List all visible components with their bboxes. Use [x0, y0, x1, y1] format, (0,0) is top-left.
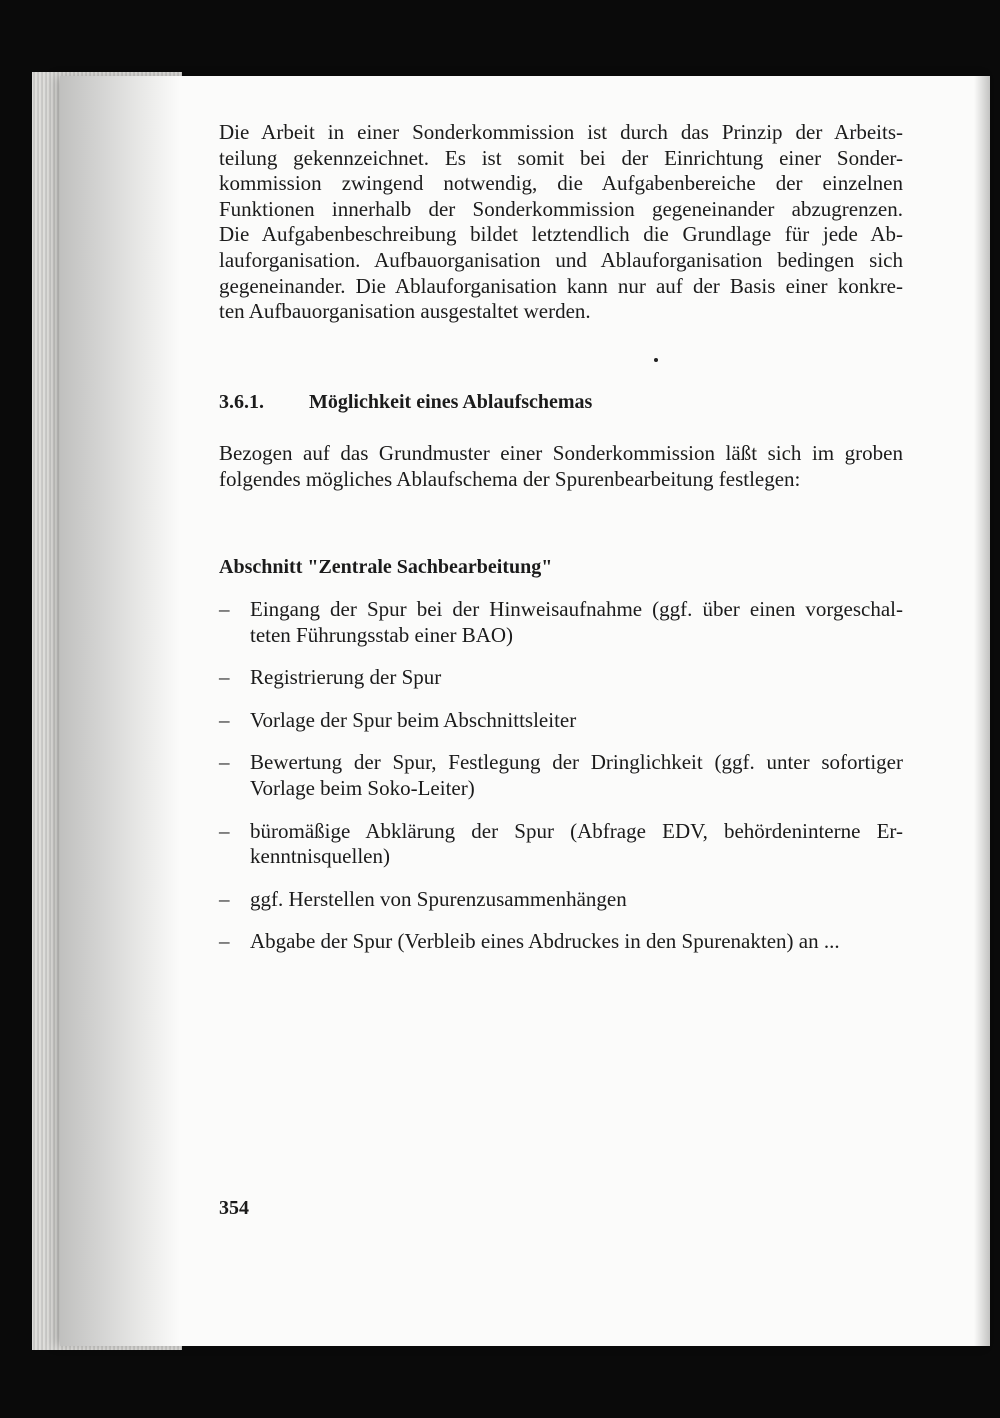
dash-marker: –: [219, 929, 230, 954]
list-item-line: ggf. Herstellen von Spurenzusammenhängen: [250, 886, 627, 911]
dash-marker: –: [219, 886, 230, 911]
intro-line: Die Aufgabenbeschreibung bildet letztendlich die Grundlage für jede Ab-: [219, 222, 903, 247]
dash-marker: –: [219, 818, 230, 843]
dash-marker: –: [219, 750, 230, 775]
list-item: [219, 887, 903, 913]
list-item-line: kenntnisquellen): [250, 844, 390, 869]
list-item: [219, 750, 903, 801]
dash-marker: –: [219, 597, 230, 621]
list-item-line: Vorlage beim Soko-Leiter): [250, 775, 475, 800]
subsection-heading: Abschnitt "Zentrale Sachbearbeitung": [219, 556, 553, 578]
list-item: [219, 819, 903, 870]
list-item: [219, 708, 903, 734]
list-item-line: Registrierung der Spur: [250, 665, 442, 690]
list-item-line: Abgabe der Spur (Verbleib eines Abdruckes in den Spurenakten) an ...: [250, 929, 840, 954]
section-number: 3.6.1.: [219, 391, 264, 413]
bullet-list: [219, 597, 903, 972]
intro-line: ten Aufbauorganisation ausgestaltet werden.: [219, 299, 591, 324]
list-item-line: teten Führungsstab einer BAO): [250, 622, 514, 647]
dash-marker: –: [219, 707, 230, 732]
list-item-line: büromäßige Abklärung der Spur (Abfrage EDV, behördeninterne Er-: [250, 818, 903, 843]
list-item-line: Eingang der Spur bei der Hinweisaufnahme (ggf. über einen vorgeschal-: [250, 597, 903, 621]
intro-line: Funktionen innerhalb der Sonderkommission gegeneinander abzugrenzen.: [219, 196, 903, 221]
intro-line: lauforganisation. Aufbauorganisation und Ablauforganisation bedingen sich: [219, 247, 903, 272]
intro-paragraph: [219, 120, 903, 325]
gutter-shadow: [60, 76, 180, 1346]
list-item-line: Bewertung der Spur, Festlegung der Dringlichkeit (ggf. unter sofortiger: [250, 750, 903, 775]
intro-line: kommission zwingend notwendig, die Aufgabenbereiche der einzelnen: [219, 171, 903, 196]
section-title: Möglichkeit eines Ablaufschemas: [309, 391, 593, 413]
list-item: [219, 929, 903, 955]
intro-line: Die Arbeit in einer Sonderkommission ist durch das Prinzip der Arbeits-: [219, 120, 903, 144]
list-item: [219, 665, 903, 691]
section-heading: [219, 390, 903, 416]
scan-speck: [654, 358, 658, 362]
page-right-edge: [974, 76, 990, 1346]
page-number: 354: [219, 1197, 249, 1219]
lead-line: folgendes mögliches Ablaufschema der Spurenbearbeitung festlegen:: [219, 466, 801, 491]
lead-line: Bezogen auf das Grundmuster einer Sonderkommission läßt sich im groben: [219, 441, 903, 465]
lead-paragraph: [219, 441, 903, 492]
dash-marker: –: [219, 665, 230, 690]
intro-line: gegeneinander. Die Ablauforganisation kann nur auf der Basis einer konkre-: [219, 273, 903, 298]
list-item-line: Vorlage der Spur beim Abschnittsleiter: [250, 707, 577, 732]
list-item: [219, 597, 903, 648]
intro-line: teilung gekennzeichnet. Es ist somit bei der Einrichtung einer Sonder-: [219, 145, 903, 170]
